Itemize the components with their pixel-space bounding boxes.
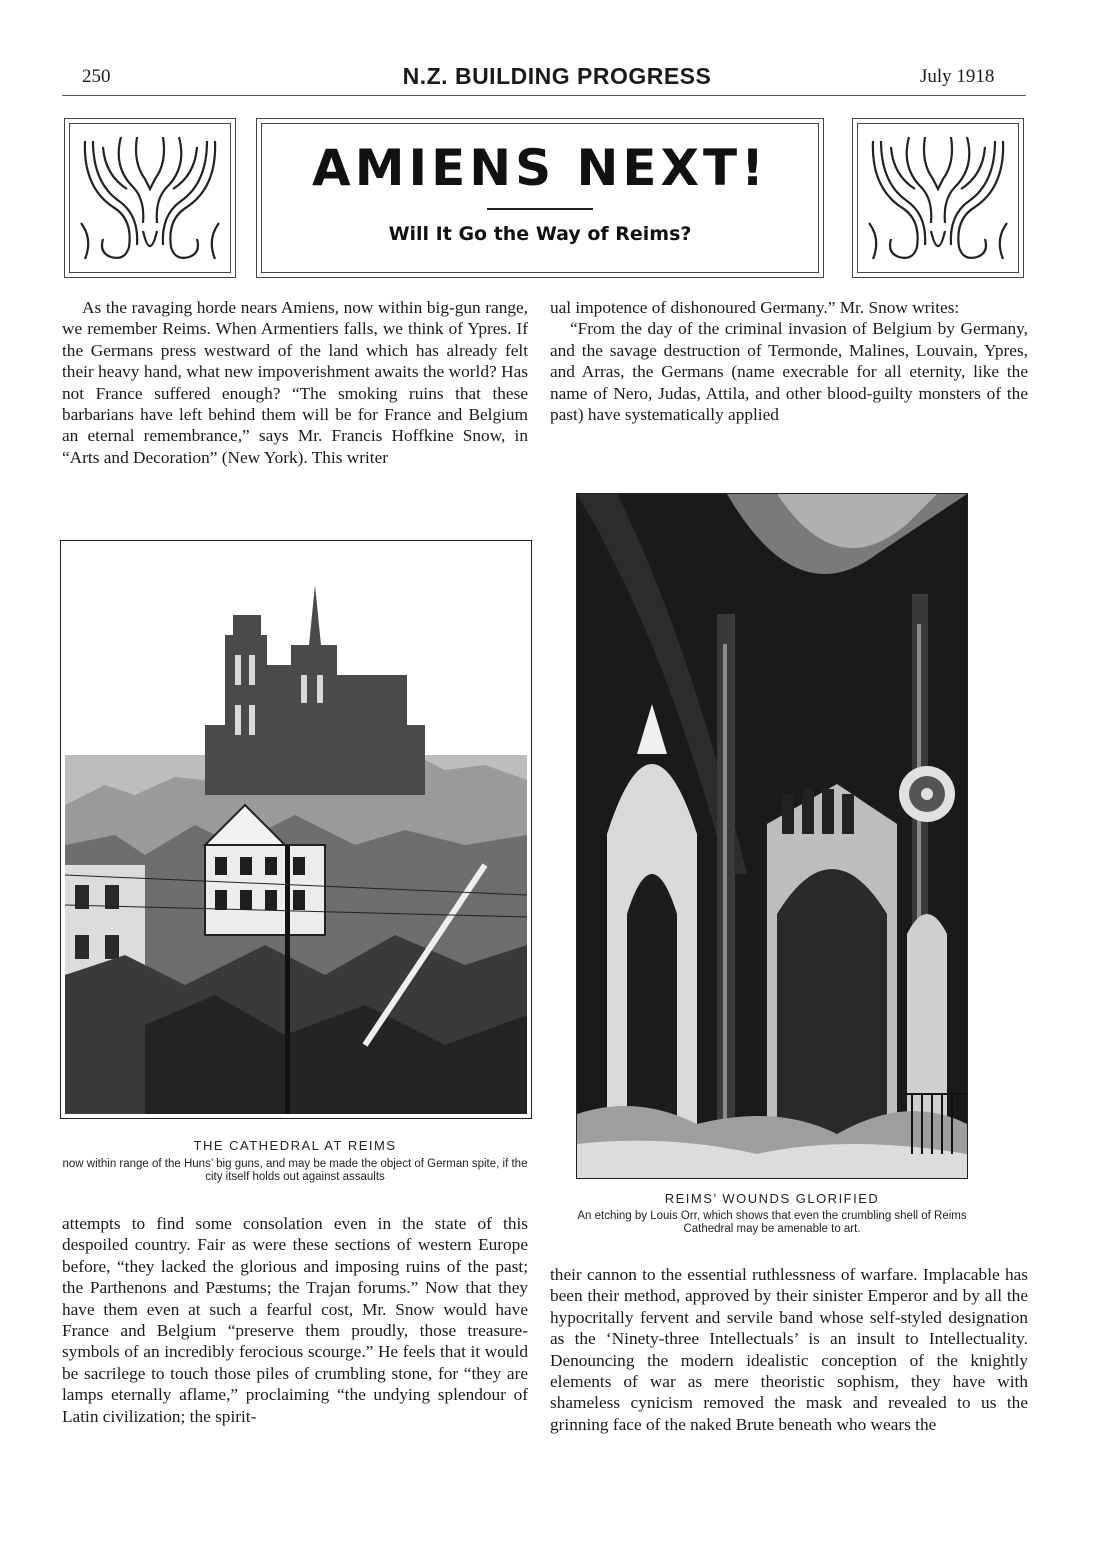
ornament-right: [852, 118, 1024, 278]
ornament-left: [64, 118, 236, 278]
cathedral-photo-image: [65, 545, 527, 1114]
header-rule: [62, 95, 1026, 96]
figure-caption-title: THE CATHEDRAL AT REIMS: [193, 1138, 397, 1153]
art-nouveau-ornament-icon: [861, 127, 1015, 269]
article-paragraph: As the ravaging horde nears Amiens, now within big-gun range, we remember Reims. When Armentiers falls, we think of Ypres. If the Germans press westward of the land which has already felt their heavy hand, what new impoverishment awaits the world? Has not France suffered enough? “The smoking ruins that these barbarians have left behind them will be for France and Belgium an eternal remembrance,” says Mr. Francis Hoffkine Snow, in “Arts and Decoration” (New York). This writer: [62, 298, 528, 467]
issue-date: July 1918: [920, 66, 995, 87]
journal-title: N.Z. BUILDING PROGRESS: [402, 63, 712, 89]
title-rule: [487, 208, 593, 210]
article-paragraph: attempts to find some consolation even in the state of this despoiled country. Fair as were these sections of western Europe before, “they lacked the glorious and imposing ruins of the past; the Parthenons and Pæstums; the Trajan forums.” Now that they have them even at such a fearful cost, Mr. Snow would have France and Belgium “preserve them proudly, those treasure-symbols of an incredibly ferocious scourge.” He feels that it would be sacrilege to touch those piles of crumbling stone, for “they are lamps eternally aflame,” proclaiming “the undying splendour of Latin civilization; the spirit-: [62, 1214, 528, 1426]
etching-photo-image: [577, 494, 967, 1178]
art-nouveau-ornament-icon: [73, 127, 227, 269]
headline: AMIENS NEXT!: [312, 139, 768, 197]
figure-caption-text: now within range of the Huns’ big guns, and may be made the object of German spite, if the city itself holds out against assaults: [62, 1158, 528, 1183]
article-paragraph: their cannon to the essential ruthlessness of warfare. Implacable has been their method, approved by their sinister Emperor and by all the hypocritally fervent and servile band whose self-styled designation as the ‘Ninety-three Intellectuals’ is an insult to Intellectuality. Denouncing the modern idealistic conception of the knightly elements of war as mere theoristic sophism, they have with shameless cynicism removed the mask and revealed to us the grinning face of the naked Brute beneath who wears the: [550, 1265, 1028, 1434]
article-paragraph: ual impotence of dishonoured Germany.” Mr. Snow writes:: [550, 298, 960, 317]
title-box: [256, 118, 824, 278]
article-paragraph: “From the day of the criminal invasion of Belgium by Germany, and the savage destruction of Termonde, Malines, Louvain, Ypres, and Arras, the Germans (name execrable for all eternity, like the name of Nero, Judas, Attila, and other blood-guilty monsters of the past) have systematically applied: [550, 319, 1028, 425]
cathedral-photo: [60, 540, 532, 1119]
page-number: 250: [82, 66, 111, 87]
figure-caption-text: An etching by Louis Orr, which shows that even the crumbling shell of Reims Cathedral may be amenable to art.: [577, 1210, 967, 1235]
subtitle: Will It Go the Way of Reims?: [388, 223, 692, 245]
article-column-right-top: [550, 297, 1028, 425]
figure-caption-title: REIMS’ WOUNDS GLORIFIED: [664, 1191, 880, 1206]
etching-photo: [576, 493, 968, 1179]
